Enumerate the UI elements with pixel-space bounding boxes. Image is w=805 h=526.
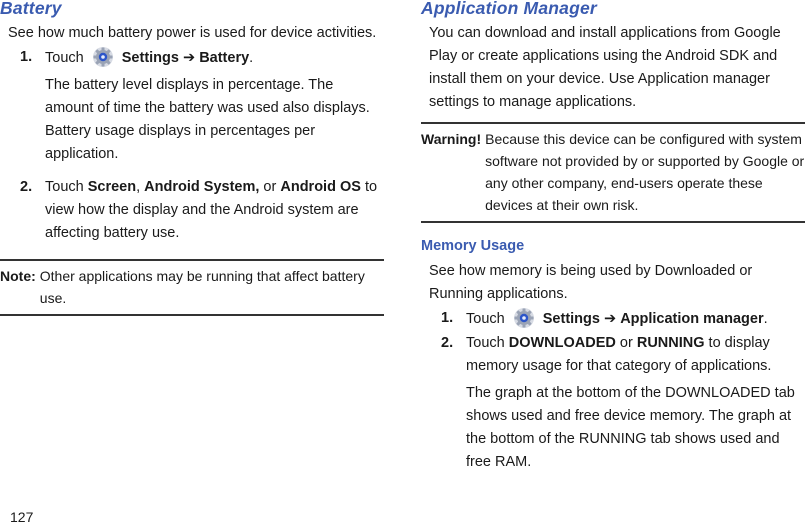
touch-text: Touch [466,335,505,351]
step-2-rest: to view how the display and the Android system are affecting battery use. [45,179,378,241]
battery-note [0,259,384,316]
or-text: or [263,179,277,195]
warning-box [421,122,805,223]
battery-step-1-detail: The battery level displays in percentage. The amount of time the battery was used also displays. Battery usage displays in percentages per application. [45,77,370,162]
touch-text: Touch [45,50,84,66]
comma: , [136,179,141,195]
period: . [249,50,254,66]
settings-gear-icon [513,307,535,329]
step-2-rest: to display memory usage for that category of applications. [466,335,772,374]
note-label: Note: [0,268,36,284]
battery-step-1 [0,46,384,70]
touch-text: Touch [466,311,505,327]
running-label: RUNNING [636,335,705,351]
arrow-glyph: ➔ [604,311,617,327]
memory-step-2 [421,332,805,378]
step-number: 1. [20,49,33,65]
battery-target: Battery [199,50,250,66]
app-manager-heading: Application Manager [421,0,597,18]
settings-gear-icon [92,46,114,68]
app-manager-intro: You can download and install applications from Google Play or create applications using the Android SDK and install them on your device. Use Application manager settings to manage applications. [429,25,781,110]
application-manager-target: Application manager [620,311,764,327]
warning-text: Because this device can be configured with system software not provided by or supported by Google or any other company, end-users operate these devices at their own risk. [485,131,805,213]
downloaded-label: DOWNLOADED [508,335,616,351]
screen-label: Screen [87,179,137,195]
step-number: 1. [441,310,454,326]
left-column [0,0,384,316]
memory-usage-heading: Memory Usage [421,238,525,254]
page-number: 127 [10,509,34,525]
warning-label: Warning! [421,131,482,147]
battery-heading: Battery [0,0,62,18]
step-number: 2. [20,179,33,195]
memory-step-1 [421,307,805,331]
note-text: Other applications may be running that affect battery use. [39,268,365,306]
or-text: or [619,335,633,351]
android-os-label: Android OS [280,179,361,195]
memory-step-2-detail: The graph at the bottom of the DOWNLOADED tab shows used and free device memory. The graph at the bottom of the RUNNING tab shows used and free RAM. [466,385,795,470]
period: . [763,311,768,327]
battery-intro: See how much battery power is used for device activities. [8,25,377,41]
settings-label: Settings [542,311,600,327]
memory-usage-intro: See how memory is being used by Downloaded or Running applications. [429,263,753,302]
right-column [421,0,805,474]
android-system-label: Android System, [144,179,260,195]
step-number: 2. [441,335,454,351]
arrow-glyph: ➔ [183,50,196,66]
battery-step-2 [0,176,384,245]
touch-text: Touch [45,179,84,195]
settings-label: Settings [121,50,179,66]
